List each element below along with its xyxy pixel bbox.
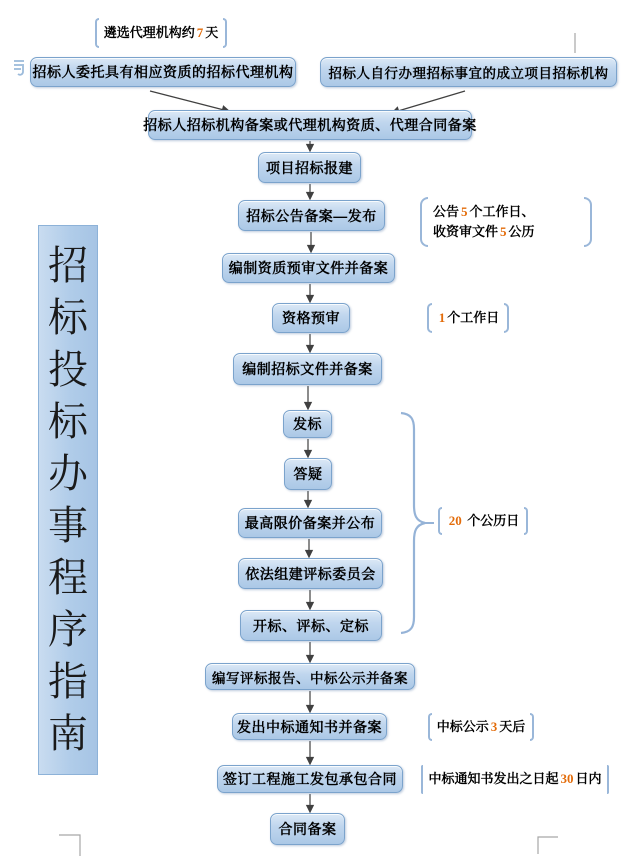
flow-box-self-managed[interactable]: 招标人自行办理招标事宜的成立项目招标机构 [320, 57, 617, 87]
right-bracket-icon [530, 713, 534, 741]
flow-box-price-limit[interactable]: 最高限价备案并公布 [238, 508, 382, 538]
flow-box-prequal[interactable]: 资格预审 [272, 303, 350, 333]
right-bracket-icon [607, 765, 609, 794]
note-text: 1 个工作日 [438, 309, 500, 325]
object-anchor-icon [12, 58, 28, 78]
right-bracket-icon [504, 303, 509, 333]
flow-box-prequal-doc[interactable]: 编制资质预审文件并备案 [222, 253, 395, 283]
flow-box-project-report[interactable]: 项目招标报建 [258, 152, 361, 183]
right-bracket-icon [524, 507, 528, 535]
right-bracket-icon [584, 197, 592, 247]
flow-box-bid-opening[interactable]: 开标、评标、定标 [240, 610, 382, 641]
note-text: 中标通知书发出之日起 30 日内 [428, 771, 602, 787]
note-calendar-days[interactable] [438, 507, 528, 535]
right-bracket-icon [223, 18, 227, 48]
flow-box-tender-doc[interactable]: 编制招标文件并备案 [233, 353, 382, 385]
flow-box-agency[interactable]: 招标人委托具有相应资质的招标代理机构 [30, 57, 296, 87]
note-announce-days[interactable] [420, 197, 592, 247]
flow-box-sign-contract[interactable]: 签订工程施工发包承包合同 [217, 765, 403, 793]
note-prequal-days[interactable] [427, 303, 509, 333]
flow-box-committee[interactable]: 依法组建评标委员会 [238, 558, 383, 589]
flow-box-issue-tender[interactable]: 发标 [283, 410, 332, 438]
note-text-line1: 公告 5 个工作日、 [433, 203, 535, 219]
note-text: 中标公示 3 天后 [436, 718, 526, 734]
note-publicity-days[interactable] [428, 713, 534, 741]
flow-box-announcement[interactable]: 招标公告备案—发布 [238, 200, 385, 231]
note-contract-days[interactable] [421, 765, 609, 794]
vertical-title[interactable]: 招 标 投 标 办 事 程 序 指 南 [38, 225, 98, 775]
flow-box-award-notice[interactable]: 发出中标通知书并备案 [232, 713, 387, 740]
flow-box-contract-filing[interactable]: 合同备案 [270, 813, 345, 845]
note-text-line2: 收资审文件 5 公历 [433, 224, 535, 239]
group-brace [401, 413, 425, 633]
flow-box-eval-report[interactable]: 编写评标报告、中标公示并备案 [205, 663, 415, 690]
left-bracket-icon [420, 197, 428, 247]
note-text: 遴选代理机构约 7 天 [103, 24, 219, 40]
note-text: 20 个公历日 [448, 512, 520, 528]
note-select-agency[interactable] [95, 18, 227, 48]
flow-box-filing[interactable]: 招标人招标机构备案或代理机构资质、代理合同备案 [148, 110, 472, 140]
flow-box-qa[interactable]: 答疑 [284, 458, 332, 490]
